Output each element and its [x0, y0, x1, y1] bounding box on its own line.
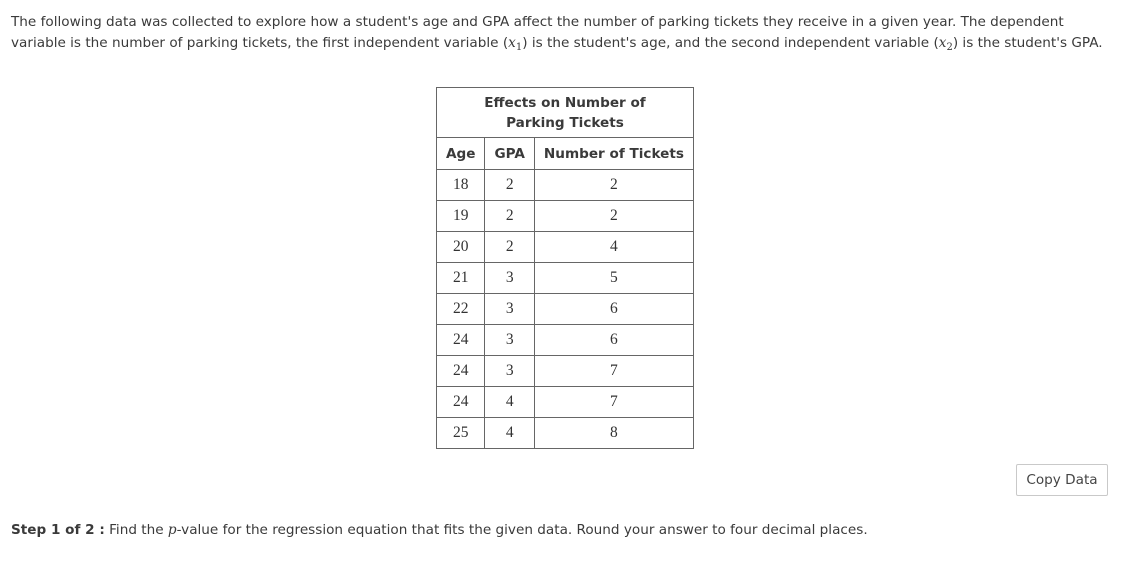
cell-age: 19 [437, 201, 485, 232]
table-row [437, 294, 694, 325]
cell-tickets: 6 [534, 294, 693, 325]
cell-tickets: 4 [534, 232, 693, 263]
cell-age: 24 [437, 387, 485, 418]
step-text-2: -value for the regression equation that fits the given data. Round your answer to four decimal places. [176, 522, 868, 538]
cell-tickets: 7 [534, 387, 693, 418]
table-title: Effects on Number of Parking Tickets [437, 88, 694, 138]
copy-data-button[interactable]: Copy Data [1016, 464, 1108, 496]
column-header-tickets: Number of Tickets [534, 138, 693, 170]
intro-text-3: ) is the student's GPA. [952, 35, 1103, 51]
cell-gpa: 4 [485, 418, 534, 449]
step-label: Step 1 of 2 : [11, 522, 105, 538]
table-row [437, 325, 694, 356]
column-header-age: Age [437, 138, 485, 170]
cell-gpa: 3 [485, 263, 534, 294]
table-row [437, 263, 694, 294]
column-header-gpa: GPA [485, 138, 534, 170]
cell-tickets: 6 [534, 325, 693, 356]
cell-gpa: 2 [485, 170, 534, 201]
table-row [437, 387, 694, 418]
cell-gpa: 2 [485, 201, 534, 232]
cell-gpa: 3 [485, 325, 534, 356]
cell-age: 25 [437, 418, 485, 449]
cell-tickets: 2 [534, 170, 693, 201]
cell-age: 24 [437, 325, 485, 356]
cell-age: 20 [437, 232, 485, 263]
cell-gpa: 2 [485, 232, 534, 263]
table-row [437, 201, 694, 232]
step-text-1: Find the [104, 522, 168, 538]
table-header-row [437, 138, 694, 170]
cell-tickets: 8 [534, 418, 693, 449]
step-instruction [11, 520, 1111, 541]
intro-text-2: ) is the student's age, and the second independent variable ( [522, 35, 939, 51]
table-row [437, 356, 694, 387]
cell-age: 21 [437, 263, 485, 294]
variable-x2: $x_2$ [938, 35, 953, 53]
cell-age: 18 [437, 170, 485, 201]
table-title-row [437, 88, 694, 138]
cell-tickets: 7 [534, 356, 693, 387]
intro-text-1: The following data was collected to explore how a student's age and GPA affect the number of parking tickets they receive in a given year. The dependent variable is the number of parking tickets, the first independent variable ( [11, 14, 1064, 51]
cell-gpa: 3 [485, 356, 534, 387]
cell-gpa: 4 [485, 387, 534, 418]
table-row [437, 170, 694, 201]
variable-x1: $x_1$ [508, 35, 523, 53]
cell-tickets: 5 [534, 263, 693, 294]
cell-age: 22 [437, 294, 485, 325]
table-row [437, 418, 694, 449]
cell-gpa: 3 [485, 294, 534, 325]
cell-age: 24 [437, 356, 485, 387]
p-symbol: p [167, 522, 177, 538]
table-row [437, 232, 694, 263]
table-body [437, 170, 694, 449]
problem-intro [11, 12, 1119, 54]
cell-tickets: 2 [534, 201, 693, 232]
data-table [436, 87, 694, 449]
